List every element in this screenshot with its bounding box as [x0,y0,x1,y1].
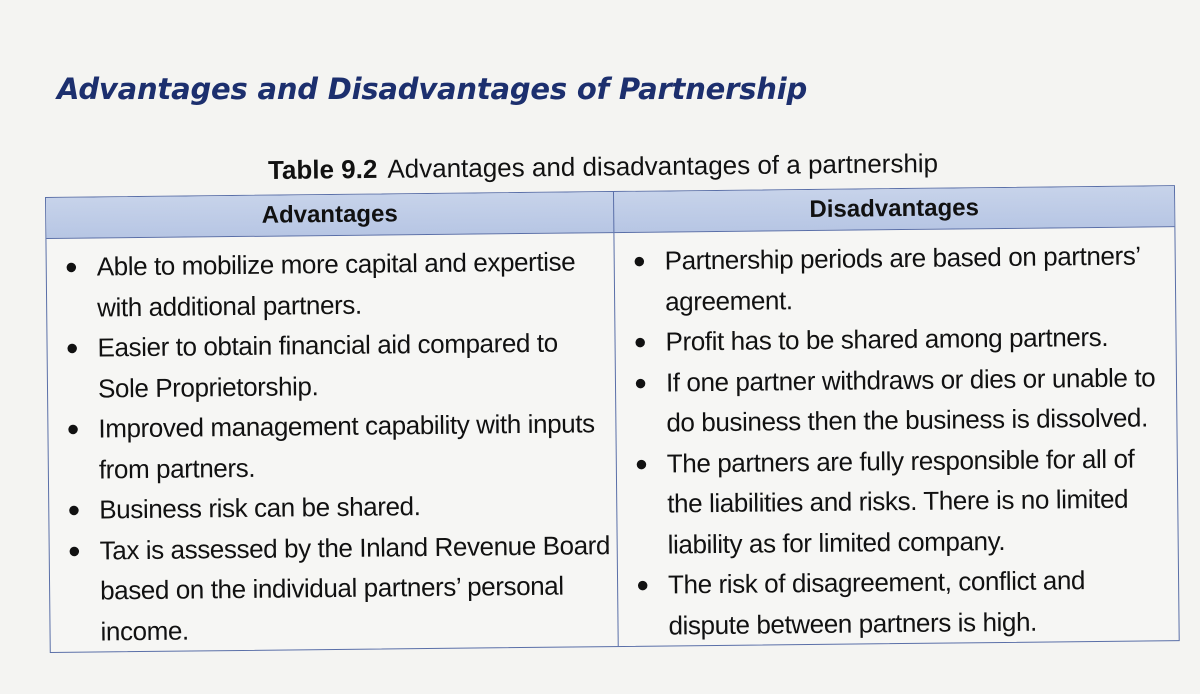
bullet-icon: ● [633,328,647,354]
header-disadvantages: Disadvantages [809,194,980,223]
bullet-icon: ● [66,415,80,441]
partnership-table [45,185,1180,653]
list-item [59,241,609,328]
list-item-text: Able to mobilize more capital and expertise with additional partners. [96,246,576,322]
bullet-icon: ● [67,537,81,563]
bullet-icon: ● [635,571,650,597]
disadvantages-column [614,227,1178,646]
list-item-text: Easier to obtain financial aid compared to Sole Proprietorship. [97,327,558,403]
list-item-text: Business risk can be shared. [99,491,421,525]
list-item-text: Profit has to be shared among partners. [665,321,1109,357]
list-item [627,316,1169,362]
list-item [59,322,609,409]
list-item [629,438,1172,565]
list-item-text: If one partner withdraws or dies or unable to do business then the business is dissolved. [665,361,1156,438]
bullet-icon: ● [67,496,81,522]
header-advantages: Advantages [46,192,614,238]
bullet-icon: ● [65,334,79,360]
list-item-text: Partnership periods are based on partners’ agreement. [664,240,1140,317]
bullet-icon: ● [64,253,78,279]
list-item [61,484,610,530]
advantages-column [46,233,618,652]
list-item [630,559,1173,646]
table-number: Table 9.2 [267,153,378,185]
list-item-text: The partners are fully responsible for all of the liabilities and risks. There is no limited liability as for limited company. [666,443,1135,559]
advantages-list [59,241,612,652]
table-caption-text: Advantages and disadvantages of a partnership [387,147,939,184]
list-item [61,525,611,652]
table-body-row [46,227,1178,652]
section-heading: Advantages and Disadvantages of Partnership [57,72,808,106]
list-item [60,403,610,490]
bullet-icon: ● [633,369,647,395]
disadvantages-list [626,235,1172,646]
bullet-icon: ● [632,247,646,273]
list-item [626,235,1169,322]
list-item-text: Improved management capability with inputs from partners. [98,408,595,484]
table-caption [268,148,938,186]
list-item-text: The risk of disagreement, conflict and dispute between partners is high. [667,565,1086,640]
list-item-text: Tax is assessed by the Inland Revenue Board based on the individual partners’ personal income. [99,529,611,646]
list-item [628,357,1171,444]
bullet-icon: ● [634,450,648,476]
